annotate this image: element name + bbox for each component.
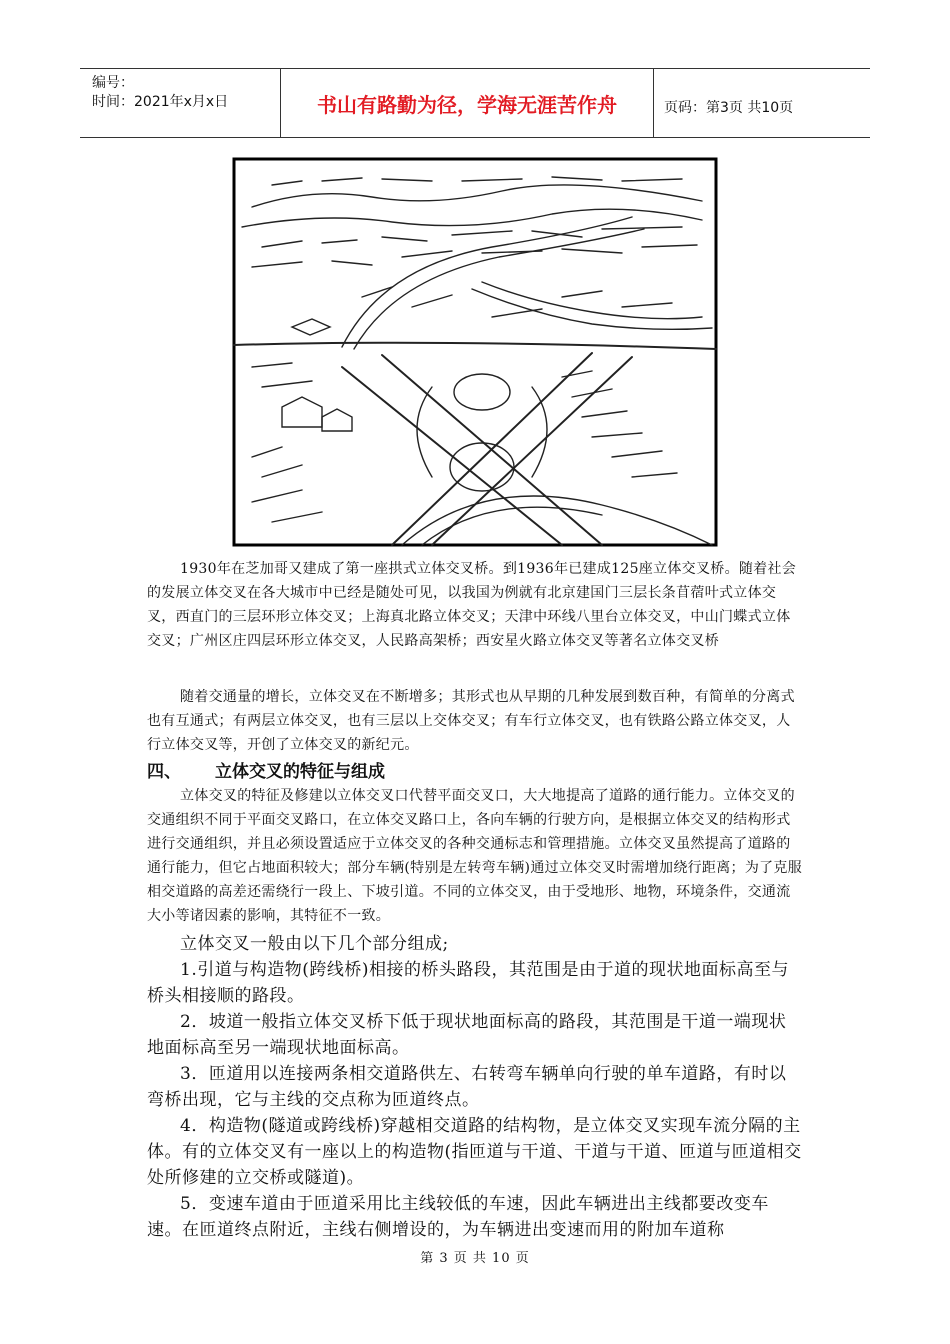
motto: 书山有路勤为径，学海无涯苦作舟 bbox=[280, 69, 654, 137]
interchange-illustration bbox=[232, 157, 718, 547]
section-heading bbox=[147, 757, 385, 782]
page-header bbox=[80, 68, 870, 138]
list-item-ramp: 3．匝道用以连接两条相交道路供左、右转弯车辆单向行驶的单车道路，有时以弯桥出现，它与主线的交点称为匝道终点。 bbox=[147, 1064, 787, 1110]
list-item-structure: 4．构造物(隧道或跨线桥)穿越相交道路的结构物，是立体交叉实现车流分隔的主体。有的立体交叉有一座以上的构造物(指匝道与干道、干道与干道、匝道与匝道相交处所修建的立交桥或隧道)。 bbox=[147, 1116, 802, 1188]
section-number: 四、 bbox=[147, 762, 181, 782]
header-meta bbox=[80, 69, 280, 137]
paragraph-features: 立体交叉的特征及修建以立体交叉口代替平面交叉口，大大地提高了道路的通行能力。立体交叉的交通组织不同于平面交叉路口，在立体交叉路口上，各向车辆的行驶方向，是根据立体交叉的结构形式进行交通组织，并且必须设置适应于立体交叉的各种交通标志和管理措施。立体交叉虽然提高了道路的通行能力，但它占地面积较大；部分车辆(特别是左转弯车辆)通过立体交叉时需增加绕行距离；为了克服相交道路的高差还需绕行一段上、下坡引道。不同的立体交叉，由于受地形、地物，环境条件，交通流大小等诸因素的影响，其特征不一致。 bbox=[147, 788, 803, 924]
paragraph-components-intro: 立体交叉一般由以下几个部分组成; bbox=[180, 934, 449, 954]
page-info: 页码：第3页 共10页 bbox=[664, 100, 794, 116]
list-item-slope: 2．坡道一般指立体交叉桥下低于现状地面标高的路段，其范围是干道一端现状地面标高至另一端现状地面标高。 bbox=[147, 1012, 787, 1058]
section-title: 立体交叉的特征与组成 bbox=[215, 762, 385, 782]
page-footer: 第 3 页 共 10 页 bbox=[420, 1251, 530, 1266]
time-label: 时间：2021年x月x日 bbox=[92, 94, 229, 110]
paragraph-history: 1930年在芝加哥又建成了第一座拱式立体交叉桥。到1936年已建成125座立体交叉桥。随着社会的发展立体交叉在各大城市中已经是随处可见，以我国为例就有北京建国门三层长条苜蓿叶式立体交叉，西直门的三层环形立体交叉；上海真北路立体交叉；天津中环线八里台立体交叉，中山门蝶式立体交叉；广州区庄四层环形立体交叉，人民路高架桥；西安星火路立体交叉等著名立体交叉桥 bbox=[147, 561, 797, 649]
paragraph-growth: 随着交通量的增长，立体交叉在不断增多；其形式也从早期的几种发展到数百种，有简单的分离式也有互通式；有两层立体交叉，也有三层以上交体交叉；有车行立体交叉，也有铁路公路立体交叉，人行立体交叉等，开创了立体交叉的新纪元。 bbox=[147, 689, 795, 753]
list-item-approach: 1.引道与构造物(跨线桥)相接的桥头路段，其范围是由于道的现状地面标高至与桥头相接顺的路段。 bbox=[147, 960, 789, 1006]
list-item-speed-lane: 5．变速车道由于匝道采用比主线较低的车速，因此车辆进出主线都要改变车速。在匝道终点附近，主线右侧增设的，为车辆进出变速而用的附加车道称 bbox=[147, 1194, 769, 1240]
number-label: 编号： bbox=[92, 75, 134, 91]
